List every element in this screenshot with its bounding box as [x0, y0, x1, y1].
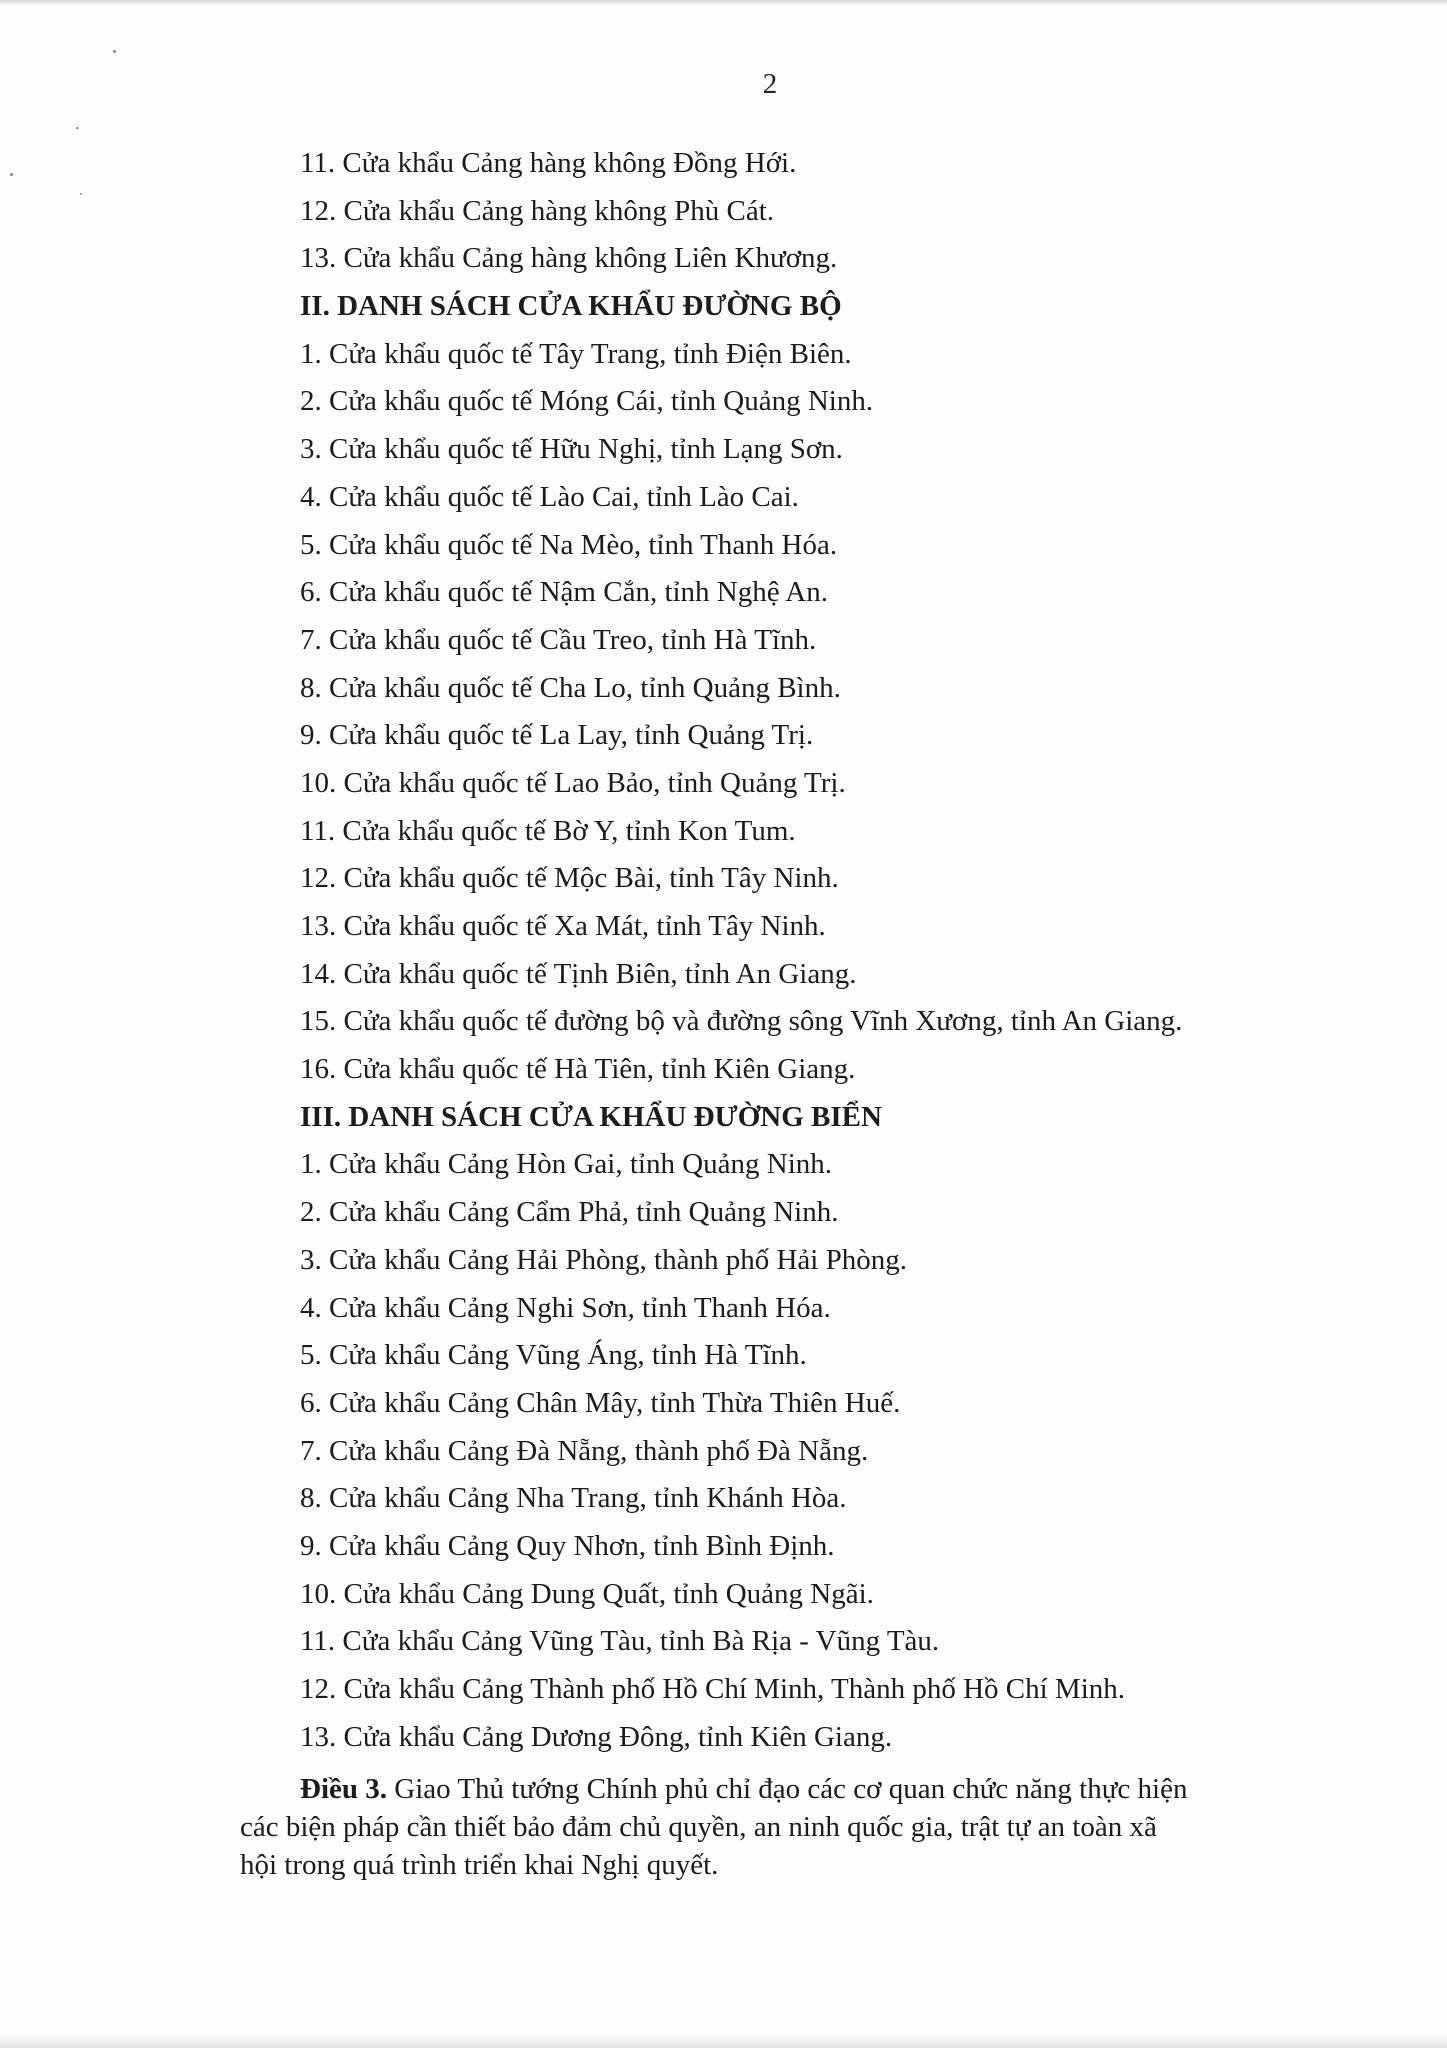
list-item: 3. Cửa khẩu quốc tế Hữu Nghị, tỉnh Lạng Sơn.: [300, 433, 843, 466]
list-item: 6. Cửa khẩu Cảng Chân Mây, tỉnh Thừa Thiên Huế.: [300, 1386, 901, 1419]
article-3-text: Giao Thủ tướng Chính phủ chỉ đạo các cơ quan chức năng thực hiện: [394, 1773, 1188, 1805]
list-item: 11. Cửa khẩu Cảng Vũng Tàu, tỉnh Bà Rịa - Vũng Tàu.: [300, 1625, 940, 1658]
list-item: 15. Cửa khẩu quốc tế đường bộ và đường sông Vĩnh Xương, tỉnh An Giang.: [300, 1005, 1183, 1038]
list-item: 6. Cửa khẩu quốc tế Nậm Cắn, tỉnh Nghệ An.: [300, 576, 828, 609]
list-item: 13. Cửa khẩu Cảng Dương Đông, tỉnh Kiên Giang.: [300, 1720, 893, 1753]
section-heading-sea: III. DANH SÁCH CỬA KHẨU ĐƯỜNG BIỂN: [300, 1100, 882, 1133]
list-item: 1. Cửa khẩu quốc tế Tây Trang, tỉnh Điện Biên.: [300, 337, 852, 370]
list-item: 10. Cửa khẩu quốc tế Lao Bảo, tỉnh Quảng Trị.: [300, 766, 846, 799]
page-number: 2: [762, 68, 778, 100]
list-item: 11. Cửa khẩu quốc tế Bờ Y, tỉnh Kon Tum.: [300, 814, 796, 847]
list-item: 12. Cửa khẩu Cảng hàng không Phù Cát.: [300, 194, 775, 227]
list-item: 7. Cửa khẩu Cảng Đà Nẵng, thành phố Đà Nẵng.: [300, 1434, 869, 1467]
list-item: 2. Cửa khẩu Cảng Cẩm Phả, tỉnh Quảng Ninh.: [300, 1196, 839, 1229]
list-item: 9. Cửa khẩu Cảng Quy Nhơn, tỉnh Bình Định.: [300, 1529, 835, 1562]
scan-bottom-edge: [0, 2034, 1447, 2048]
document-body: [300, 140, 1320, 1761]
scan-speck: [10, 173, 13, 176]
scan-speck: [80, 193, 82, 195]
article-3-first-line: [300, 1770, 1312, 1808]
section-heading-road: II. DANH SÁCH CỬA KHẨU ĐƯỜNG BỘ: [300, 290, 842, 323]
scan-speck: [113, 50, 116, 53]
list-item: 1. Cửa khẩu Cảng Hòn Gai, tỉnh Quảng Ninh.: [300, 1148, 833, 1181]
list-item: 9. Cửa khẩu quốc tế La Lay, tỉnh Quảng Trị.: [300, 719, 814, 752]
list-item: 8. Cửa khẩu quốc tế Cha Lo, tỉnh Quảng Bình.: [300, 671, 841, 704]
list-item: 12. Cửa khẩu quốc tế Mộc Bài, tỉnh Tây Ninh.: [300, 862, 839, 895]
list-item: 10. Cửa khẩu Cảng Dung Quất, tỉnh Quảng Ngãi.: [300, 1577, 874, 1610]
article-3: [240, 1770, 1312, 1884]
list-item: 13. Cửa khẩu Cảng hàng không Liên Khương.: [300, 242, 838, 275]
list-item: 5. Cửa khẩu Cảng Vũng Áng, tỉnh Hà Tĩnh.: [300, 1339, 807, 1372]
list-item: 14. Cửa khẩu quốc tế Tịnh Biên, tỉnh An Giang.: [300, 957, 857, 990]
list-item: 3. Cửa khẩu Cảng Hải Phòng, thành phố Hải Phòng.: [300, 1243, 907, 1276]
list-item: 5. Cửa khẩu quốc tế Na Mèo, tỉnh Thanh Hóa.: [300, 528, 838, 561]
list-item: 4. Cửa khẩu Cảng Nghi Sơn, tỉnh Thanh Hóa.: [300, 1291, 831, 1324]
article-3-label: Điều 3.: [300, 1773, 387, 1805]
scan-speck: [76, 127, 79, 129]
list-item: 8. Cửa khẩu Cảng Nha Trang, tỉnh Khánh Hòa.: [300, 1482, 847, 1515]
article-3-text: hội trong quá trình triển khai Nghị quyết.: [240, 1849, 719, 1881]
list-item: 2. Cửa khẩu quốc tế Móng Cái, tỉnh Quảng Ninh.: [300, 385, 874, 418]
scan-top-edge: [0, 0, 1447, 6]
list-item: 11. Cửa khẩu Cảng hàng không Đồng Hới.: [300, 147, 797, 179]
list-item: 16. Cửa khẩu quốc tế Hà Tiên, tỉnh Kiên Giang.: [300, 1053, 856, 1086]
list-item: 13. Cửa khẩu quốc tế Xa Mát, tỉnh Tây Ninh.: [300, 910, 826, 942]
article-3-text: các biện pháp cần thiết bảo đảm chủ quyền, an ninh quốc gia, trật tự an toàn xã: [240, 1811, 1157, 1843]
list-item: 7. Cửa khẩu quốc tế Cầu Treo, tỉnh Hà Tĩnh.: [300, 623, 817, 656]
list-item: 12. Cửa khẩu Cảng Thành phố Hồ Chí Minh, Thành phố Hồ Chí Minh.: [300, 1673, 1126, 1705]
list-item: 4. Cửa khẩu quốc tế Lào Cai, tỉnh Lào Cai.: [300, 480, 799, 513]
